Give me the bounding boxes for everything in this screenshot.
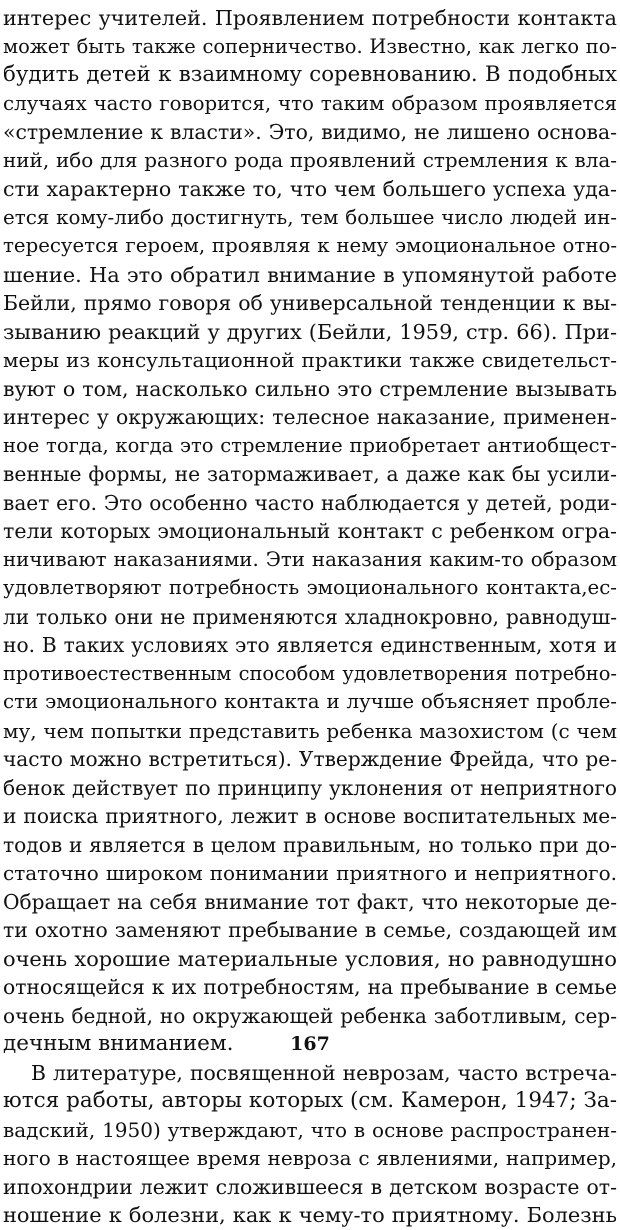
text-line: может быть также соперничество. Известно, как легко по- (3, 34, 617, 58)
text-line: сти эмоционального контакта и лучше объясняет пробле- (3, 690, 617, 713)
text-line: ний, ибо для разного рода проявлений стремления к вла- (3, 148, 617, 172)
text-line: Бейли, прямо говоря об универсальной тенденции к вы- (3, 291, 617, 315)
text-line: бенок действует по принципу уклонения от неприятного (3, 775, 617, 800)
text-line: тересуется героем, проявляя к нему эмоциональное отно- (3, 234, 617, 257)
text-line: статочно широком понимании приятного и неприятного. (3, 861, 617, 885)
text-line: му, чем попытки представить ребенка мазохистом (с чем (3, 718, 617, 743)
text-line: венные формы, не затормаживает, а даже как бы усили- (3, 462, 617, 486)
text-line: «стремление к власти». Это, видимо, не лишено основа- (3, 120, 617, 144)
text-line: будить детей к взаимному соревнованию. В подобных (3, 62, 617, 87)
paragraph-first-line: В литературе, посвященной неврозам, часто встреча- (31, 1060, 617, 1085)
text-line: Обращает на себя внимание тот факт, что некоторые де- (3, 889, 617, 914)
text-line: ничивают наказаниями. Эти наказания каким-то образом (3, 547, 617, 571)
text-line: сти характерно также то, что чем большего успеха уда- (3, 177, 617, 201)
text-line: дечным вниманием. (3, 1031, 234, 1056)
text-line: часто можно встретиться). Утверждение Фрейда, что ре- (3, 747, 617, 771)
text-line: ти охотно заменяют пребывание в семье, создающей им (3, 918, 617, 942)
text-line: ли только они не применяются хладнокровно, равнодуш- (3, 604, 617, 629)
text-line: ношение к болезни, как к чему-то приятному. Болезнь (3, 1203, 617, 1227)
text-line: очень хорошие материальные условия, но равнодушно (3, 946, 617, 971)
text-line: относящейся к их потребностям, на пребывание в семье (3, 975, 617, 999)
text-line: шение. На это обратил внимание в упомянутой работе (3, 262, 617, 287)
text-line: интерес у окружающих: телесное наказание, применен- (3, 405, 617, 429)
text-line: противоестественным способом удовлетворения потребно- (3, 661, 617, 685)
text-line: ного в настоящее время невроза с явлениями, например, (3, 1146, 617, 1170)
text-line: вуют о том, насколько сильно это стремление вызывать (3, 376, 617, 401)
text-line: интерес учителей. Проявлением потребности контакта (3, 6, 617, 30)
text-line: ное тогда, когда это стремление приобретает антиобщест- (3, 433, 617, 457)
text-line: случаях часто говорится, что таким образом проявляется (3, 91, 617, 115)
text-line: тодов и является в целом правильным, но только при до- (3, 832, 617, 857)
text-line: тели которых эмоциональный контакт с ребенком огра- (3, 519, 617, 543)
text-line: ется кому-либо достигнуть, тем большее число людей ин- (3, 205, 617, 229)
text-line: удовлетворяют потребность эмоционального контакта,ес- (3, 576, 617, 599)
text-line: меры из консультационной практики также свидетельст- (3, 348, 617, 372)
text-line: очень бедной, но окружающей ребенка заботливым, сер- (3, 1003, 617, 1028)
text-line: вадский, 1950) утверждают, что в основе распространен- (3, 1117, 617, 1142)
text-line: ипохондрии лежит сложившееся в детском возрасте от- (3, 1174, 617, 1199)
text-line: но. В таких условиях это является единственным, хотя и (3, 633, 617, 657)
text-line: зыванию реакций у других (Бейли, 1959, стр. 66). При- (3, 319, 617, 344)
text-line: вает его. Это особенно часто наблюдается у детей, роди- (3, 490, 617, 515)
page-number: 167 (290, 1033, 330, 1055)
text-line: ются работы, авторы которых (см. Камерон, 1947; За- (3, 1088, 617, 1113)
text-line: и поиска приятного, лежит в основе воспитательных ме- (3, 804, 617, 828)
